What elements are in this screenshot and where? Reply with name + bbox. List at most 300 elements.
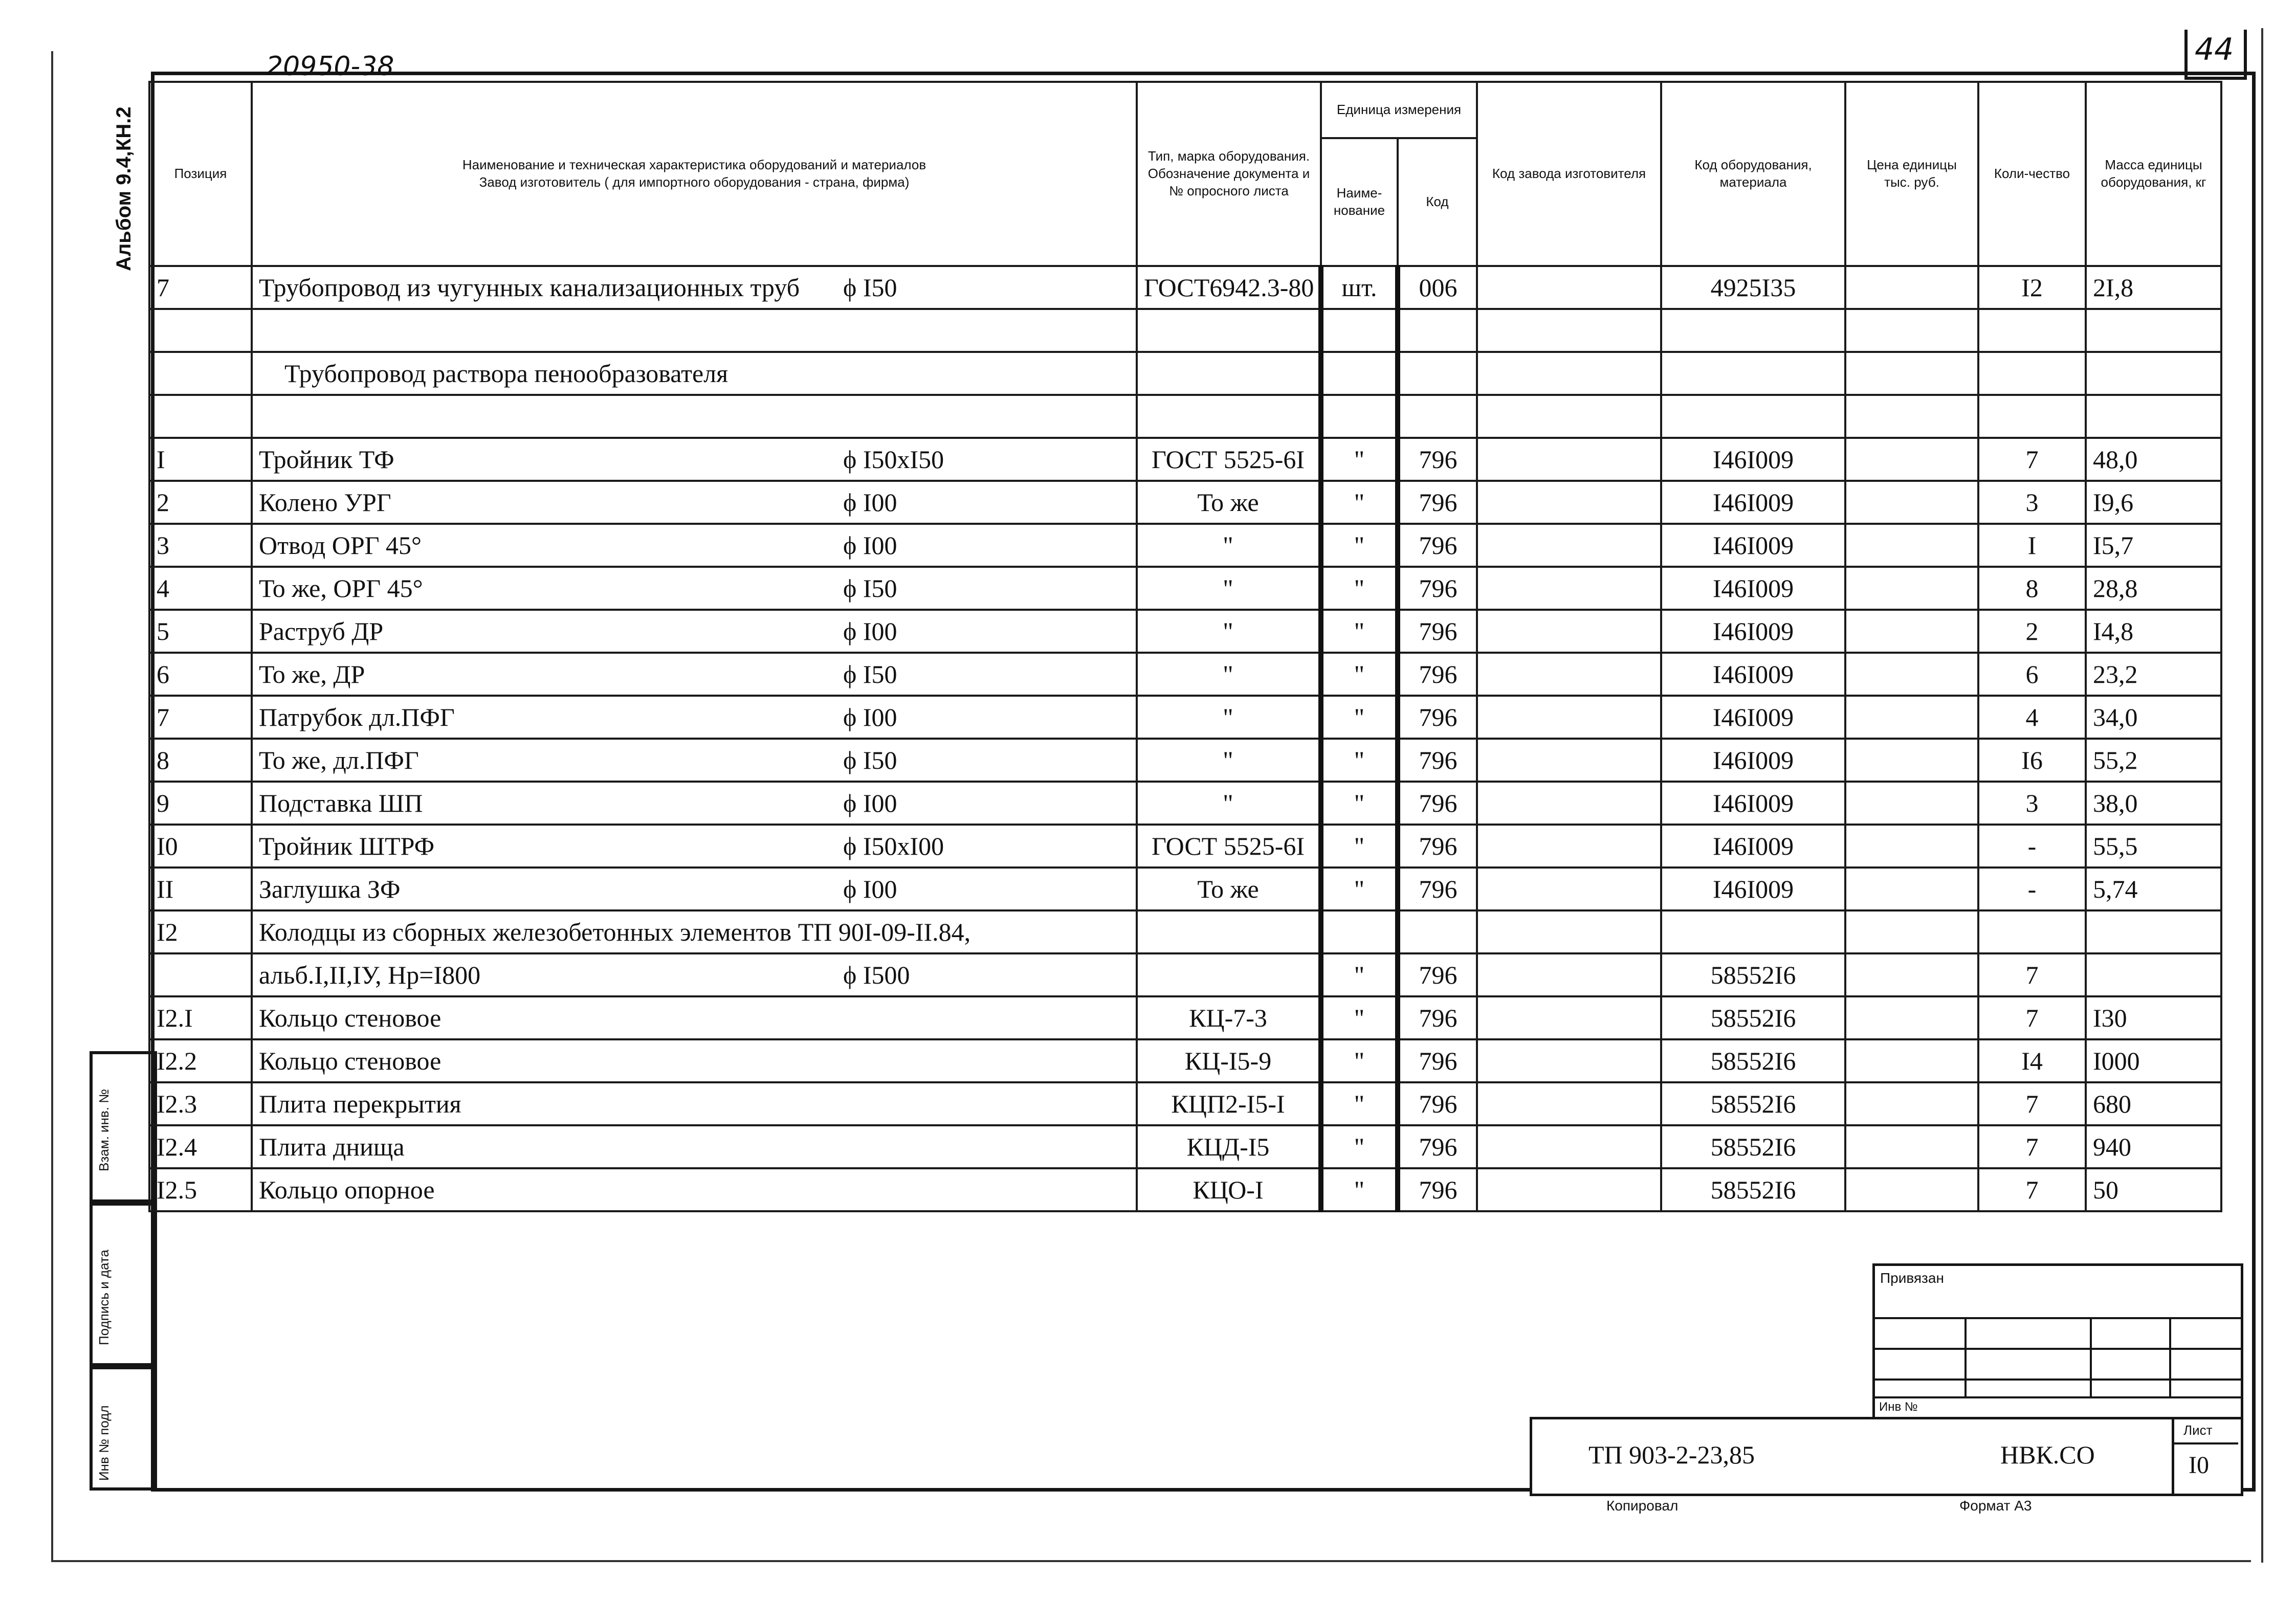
cell-qty: - [1978, 868, 2086, 910]
cell-price [1845, 481, 1978, 524]
item-name: Раструб ДР [259, 617, 384, 646]
page-corner-number: 44 [2195, 32, 2234, 68]
cell-qty: - [1978, 825, 2086, 868]
table-row [149, 610, 2221, 653]
cell-type: КЦ-7-3 [1137, 996, 1321, 1039]
table-row [149, 782, 2221, 825]
cell-mass: 48,0 [2086, 438, 2221, 481]
item-name: Подставка ШП [259, 789, 423, 817]
cell-unit-name [1321, 395, 1398, 438]
cell-type: КЦД-I5 [1137, 1125, 1321, 1168]
cell-unit-code: 796 [1398, 782, 1477, 825]
cell-price [1845, 1168, 1978, 1211]
item-name: То же, ДР [259, 660, 365, 688]
cell-unit-code: 006 [1398, 266, 1477, 309]
item-name: Колодцы из сборных железобетонных элементов ТП 90I-09-II.84, [259, 918, 971, 946]
col-mass: Масса единицы оборудования, кг [2086, 82, 2221, 266]
cell-type: " [1137, 653, 1321, 696]
cell-type: ГОСТ 5525-6I [1137, 825, 1321, 868]
cell-name [252, 481, 1137, 524]
cell-price [1845, 653, 1978, 696]
cell-unit-code [1398, 352, 1477, 395]
cell-unit-code: 796 [1398, 610, 1477, 653]
side-stamp-inv-label: Инв № подл [96, 1405, 112, 1481]
cell-plant-code [1477, 524, 1661, 567]
item-diameter: ϕ I00 [843, 617, 897, 646]
cell-position [149, 953, 252, 996]
cell-plant-code [1477, 266, 1661, 309]
cell-unit-name [1321, 352, 1398, 395]
cell-unit-code: 796 [1398, 567, 1477, 610]
cell-mass: I30 [2086, 996, 2221, 1039]
cell-unit-name: " [1321, 524, 1398, 567]
col-equip-code: Код оборудования, материала [1661, 82, 1845, 266]
cell-name [252, 1125, 1137, 1168]
cell-name [252, 653, 1137, 696]
cell-equip-code: 4925I35 [1661, 266, 1845, 309]
cell-equip-code: I46I009 [1661, 868, 1845, 910]
cell-mass: I000 [2086, 1039, 2221, 1082]
cell-position: 2 [149, 481, 252, 524]
cell-plant-code [1477, 696, 1661, 739]
cell-qty: I4 [1978, 1039, 2086, 1082]
cell-price [1845, 438, 1978, 481]
cell-position: 7 [149, 266, 252, 309]
trim-line-right [2261, 28, 2263, 1563]
cell-name [252, 739, 1137, 782]
item-diameter: ϕ I00 [843, 875, 897, 903]
cell-equip-code: I46I009 [1661, 696, 1845, 739]
cell-plant-code [1477, 481, 1661, 524]
cell-name [252, 524, 1137, 567]
cell-position: I2.3 [149, 1082, 252, 1125]
cell-qty [1978, 395, 2086, 438]
cell-unit-name: " [1321, 739, 1398, 782]
cell-position: 7 [149, 696, 252, 739]
table-row [149, 309, 2221, 352]
cell-mass: 940 [2086, 1125, 2221, 1168]
cell-plant-code [1477, 653, 1661, 696]
cell-mass: I4,8 [2086, 610, 2221, 653]
cell-name [252, 825, 1137, 868]
cell-unit-code: 796 [1398, 653, 1477, 696]
cell-mass: 55,5 [2086, 825, 2221, 868]
cell-price [1845, 782, 1978, 825]
cell-name [252, 910, 1137, 953]
cell-plant-code [1477, 1039, 1661, 1082]
col-price: Цена единицы тыс. руб. [1845, 82, 1978, 266]
cell-mass: 680 [2086, 1082, 2221, 1125]
cell-name [252, 1082, 1137, 1125]
cell-price [1845, 1039, 1978, 1082]
cell-type: КЦО-I [1137, 1168, 1321, 1211]
cell-position: 9 [149, 782, 252, 825]
cell-mass [2086, 309, 2221, 352]
table-row [149, 1168, 2221, 1211]
item-name: Отвод ОРГ 45° [259, 531, 422, 560]
privyazan-grid-col [1964, 1317, 1967, 1396]
cell-unit-code: 796 [1398, 1125, 1477, 1168]
cell-unit-name: " [1321, 868, 1398, 910]
table-row [149, 696, 2221, 739]
cell-price [1845, 610, 1978, 653]
cell-unit-name: " [1321, 782, 1398, 825]
cell-type [1137, 395, 1321, 438]
cell-plant-code [1477, 825, 1661, 868]
cell-unit-name: шт. [1321, 266, 1398, 309]
cell-plant-code [1477, 996, 1661, 1039]
format-label: Формат А3 [1959, 1498, 2032, 1514]
privyazan-grid-line [1875, 1317, 2241, 1319]
cell-name [252, 352, 1137, 395]
item-name: Трубопровод из чугунных канализационных труб [259, 273, 800, 302]
cell-qty: 7 [1978, 996, 2086, 1039]
item-diameter [843, 359, 1130, 388]
cell-name [252, 996, 1137, 1039]
cell-unit-name: " [1321, 696, 1398, 739]
privyazan-grid-line [1875, 1396, 2241, 1398]
cell-plant-code [1477, 739, 1661, 782]
cell-price [1845, 953, 1978, 996]
cell-qty: 3 [1978, 782, 2086, 825]
cell-price [1845, 266, 1978, 309]
cell-unit-code: 796 [1398, 524, 1477, 567]
cell-price [1845, 1125, 1978, 1168]
cell-unit-name: " [1321, 1125, 1398, 1168]
cell-position [149, 309, 252, 352]
cell-price [1845, 352, 1978, 395]
item-name: То же, дл.ПФГ [259, 746, 419, 774]
cell-position: I2.2 [149, 1039, 252, 1082]
item-diameter: ϕ I500 [843, 961, 910, 989]
cell-price [1845, 696, 1978, 739]
cell-plant-code [1477, 567, 1661, 610]
cell-equip-code: 58552I6 [1661, 953, 1845, 996]
privyazan-grid-col [2090, 1317, 2092, 1396]
cell-mass [2086, 953, 2221, 996]
cell-equip-code [1661, 309, 1845, 352]
cell-type: " [1137, 524, 1321, 567]
cell-name [252, 309, 1137, 352]
cell-plant-code [1477, 309, 1661, 352]
cell-plant-code [1477, 1082, 1661, 1125]
cell-qty: 7 [1978, 1082, 2086, 1125]
cell-equip-code: I46I009 [1661, 782, 1845, 825]
cell-unit-name: " [1321, 610, 1398, 653]
cell-position: I2.5 [149, 1168, 252, 1211]
item-diameter [843, 1132, 1130, 1162]
item-name: Тройник ТФ [259, 445, 394, 474]
item-name: Трубопровод раствора пенообразователя [284, 359, 728, 388]
table-row [149, 567, 2221, 610]
item-diameter [843, 1046, 1130, 1076]
cell-position [149, 352, 252, 395]
cell-qty: I [1978, 524, 2086, 567]
sheet-cell [2172, 1419, 2238, 1494]
cell-position: I [149, 438, 252, 481]
cell-price [1845, 1082, 1978, 1125]
table-row [149, 352, 2221, 395]
cell-equip-code: 58552I6 [1661, 1125, 1845, 1168]
cell-position: 8 [149, 739, 252, 782]
cell-equip-code: 58552I6 [1661, 1039, 1845, 1082]
cell-name [252, 438, 1137, 481]
cell-plant-code [1477, 782, 1661, 825]
cell-unit-code: 796 [1398, 868, 1477, 910]
cell-qty [1978, 352, 2086, 395]
cell-position: I2.I [149, 996, 252, 1039]
cell-unit-code: 796 [1398, 953, 1477, 996]
cell-plant-code [1477, 1125, 1661, 1168]
cell-type: " [1137, 567, 1321, 610]
cell-type: То же [1137, 868, 1321, 910]
cell-name [252, 1039, 1137, 1082]
cell-unit-name: " [1321, 653, 1398, 696]
cell-position: 4 [149, 567, 252, 610]
cell-position [149, 395, 252, 438]
cell-position: 3 [149, 524, 252, 567]
cell-position: 6 [149, 653, 252, 696]
cell-plant-code [1477, 395, 1661, 438]
title-block [1530, 1417, 2243, 1496]
table-row [149, 910, 2221, 953]
album-label: Альбом 9.4,КН.2 [113, 106, 135, 271]
item-diameter [843, 1089, 1130, 1119]
table-row [149, 996, 2221, 1039]
item-diameter: ϕ I00 [843, 703, 897, 731]
item-diameter: ϕ I00 [843, 488, 897, 517]
item-name: Заглушка ЗФ [259, 875, 401, 903]
cell-type: ГОСТ6942.3-80 [1137, 266, 1321, 309]
col-name [252, 82, 1137, 266]
cell-equip-code [1661, 395, 1845, 438]
cell-unit-name: " [1321, 481, 1398, 524]
table-row [149, 481, 2221, 524]
sheet-number: I0 [2189, 1452, 2209, 1479]
side-stamp-vzam-label: Взам. инв. № [96, 1088, 112, 1171]
cell-type: " [1137, 696, 1321, 739]
cell-position: I2 [149, 910, 252, 953]
cell-position: 5 [149, 610, 252, 653]
col-unit-group: Единица измерения [1321, 82, 1477, 138]
cell-equip-code: I46I009 [1661, 567, 1845, 610]
cell-qty: 6 [1978, 653, 2086, 696]
item-name: альб.I,II,IУ, Нр=I800 [259, 961, 481, 989]
cell-name [252, 266, 1137, 309]
sheet-divider [2174, 1442, 2238, 1444]
cell-mass: 50 [2086, 1168, 2221, 1211]
cell-unit-code: 796 [1398, 739, 1477, 782]
item-name: Кольцо стеновое [259, 1047, 441, 1075]
cell-unit-code: 796 [1398, 438, 1477, 481]
cell-name [252, 567, 1137, 610]
cell-qty: 7 [1978, 438, 2086, 481]
item-diameter: ϕ I50 [843, 660, 897, 688]
cell-unit-name: " [1321, 567, 1398, 610]
cell-plant-code [1477, 910, 1661, 953]
cell-unit-code: 796 [1398, 996, 1477, 1039]
item-diameter [970, 917, 1130, 947]
cell-name [252, 782, 1137, 825]
cell-qty [1978, 910, 2086, 953]
table-row [149, 825, 2221, 868]
table-row [149, 1125, 2221, 1168]
privyazan-label: Привязан [1880, 1270, 1944, 1286]
cell-equip-code: I46I009 [1661, 610, 1845, 653]
cell-unit-code: 796 [1398, 825, 1477, 868]
cell-type [1137, 352, 1321, 395]
cell-price [1845, 910, 1978, 953]
cell-type: То же [1137, 481, 1321, 524]
cell-mass [2086, 910, 2221, 953]
sheet-label: Лист [2183, 1422, 2213, 1438]
col-type: Тип, марка оборудования. Обозначение документа и № опросного листа [1137, 82, 1321, 266]
cell-qty [1978, 309, 2086, 352]
table-row [149, 653, 2221, 696]
item-diameter: ϕ I50 [843, 746, 897, 774]
cell-name [252, 868, 1137, 910]
cell-type: ГОСТ 5525-6I [1137, 438, 1321, 481]
project-number: ТП 903-2-23,85 [1588, 1440, 1755, 1469]
cell-name [252, 395, 1137, 438]
item-diameter: ϕ I50 [843, 574, 897, 603]
cell-unit-name [1321, 309, 1398, 352]
cell-equip-code: 58552I6 [1661, 996, 1845, 1039]
cell-qty: 7 [1978, 1168, 2086, 1211]
privyazan-block [1872, 1263, 2243, 1422]
cell-qty: 2 [1978, 610, 2086, 653]
cell-unit-name: " [1321, 1039, 1398, 1082]
col-unit-code: Код [1398, 138, 1477, 266]
col-name-title: Наименование и техническая характеристика оборудований и материалов [462, 157, 926, 173]
col-unit-name: Наиме-нование [1321, 138, 1398, 266]
cell-type: " [1137, 739, 1321, 782]
cell-qty: 4 [1978, 696, 2086, 739]
doc-number: 20950-38 [266, 51, 394, 82]
cell-name [252, 610, 1137, 653]
item-name: Плита днища [259, 1132, 405, 1161]
cell-unit-name: " [1321, 1082, 1398, 1125]
cell-unit-name [1321, 910, 1398, 953]
cell-type [1137, 953, 1321, 996]
cell-unit-name: " [1321, 953, 1398, 996]
cell-price [1845, 996, 1978, 1039]
cell-price [1845, 739, 1978, 782]
cell-equip-code: 58552I6 [1661, 1082, 1845, 1125]
trim-line-bottom [51, 1560, 2251, 1562]
cell-plant-code [1477, 953, 1661, 996]
cell-type: " [1137, 610, 1321, 653]
privyazan-grid-line [1875, 1378, 2241, 1381]
cell-type [1137, 910, 1321, 953]
col-plant-code: Код завода изготовителя [1477, 82, 1661, 266]
privyazan-grid-line [1875, 1348, 2241, 1350]
cell-equip-code: I46I009 [1661, 653, 1845, 696]
cell-price [1845, 524, 1978, 567]
cell-equip-code: I46I009 [1661, 739, 1845, 782]
item-name: Плита перекрытия [259, 1089, 461, 1118]
cell-unit-code [1398, 395, 1477, 438]
cell-plant-code [1477, 352, 1661, 395]
cell-name [252, 953, 1137, 996]
cell-mass [2086, 352, 2221, 395]
col-qty: Коли-чество [1978, 82, 2086, 266]
cell-equip-code: I46I009 [1661, 825, 1845, 868]
cell-mass: 55,2 [2086, 739, 2221, 782]
item-diameter: ϕ I00 [843, 789, 897, 817]
cell-unit-name: " [1321, 996, 1398, 1039]
cell-unit-code [1398, 910, 1477, 953]
item-name: Патрубок дл.ПФГ [259, 703, 455, 731]
cell-mass: 38,0 [2086, 782, 2221, 825]
cell-price [1845, 868, 1978, 910]
cell-type [1137, 309, 1321, 352]
item-name: Колено УРГ [259, 488, 391, 517]
table-row [149, 266, 2221, 309]
cell-mass [2086, 395, 2221, 438]
item-diameter: ϕ I00 [843, 531, 897, 560]
cell-position: II [149, 868, 252, 910]
item-diameter [843, 1003, 1130, 1033]
cell-price [1845, 309, 1978, 352]
doc-code: НВК.СО [2000, 1440, 2095, 1469]
cell-position: I0 [149, 825, 252, 868]
cell-qty: I2 [1978, 266, 2086, 309]
col-name-subtitle: Завод изготовитель ( для импортного оборудования - страна, фирма) [479, 174, 910, 190]
col-position: Позиция [149, 82, 252, 266]
cell-unit-code: 796 [1398, 1168, 1477, 1211]
item-name: Тройник ШТРФ [259, 832, 435, 860]
cell-plant-code [1477, 438, 1661, 481]
spec-table [148, 81, 2222, 1212]
cell-type: " [1137, 782, 1321, 825]
cell-unit-code: 796 [1398, 481, 1477, 524]
table-row [149, 1082, 2221, 1125]
cell-price [1845, 567, 1978, 610]
spec-table-body [149, 266, 2221, 1211]
cell-plant-code [1477, 610, 1661, 653]
cell-qty: 7 [1978, 1125, 2086, 1168]
cell-equip-code [1661, 910, 1845, 953]
trim-line-left [51, 51, 53, 1560]
cell-qty: 7 [1978, 953, 2086, 996]
table-row [149, 868, 2221, 910]
item-name: Кольцо опорное [259, 1175, 435, 1204]
item-diameter: ϕ I50хI00 [843, 832, 944, 860]
item-diameter: ϕ I50хI50 [843, 445, 944, 474]
cell-unit-code: 796 [1398, 696, 1477, 739]
cell-plant-code [1477, 868, 1661, 910]
cell-mass: 23,2 [2086, 653, 2221, 696]
cell-qty: I6 [1978, 739, 2086, 782]
copied-label: Копировал [1606, 1498, 1679, 1514]
cell-unit-code [1398, 309, 1477, 352]
item-name: То же, ОРГ 45° [259, 574, 423, 603]
cell-equip-code: I46I009 [1661, 524, 1845, 567]
privyazan-grid-col [2169, 1317, 2171, 1396]
cell-mass: 28,8 [2086, 567, 2221, 610]
cell-unit-code: 796 [1398, 1082, 1477, 1125]
item-diameter: ϕ I50 [843, 273, 897, 302]
cell-position: I2.4 [149, 1125, 252, 1168]
cell-equip-code: I46I009 [1661, 481, 1845, 524]
table-row [149, 953, 2221, 996]
table-row [149, 395, 2221, 438]
cell-qty: 3 [1978, 481, 2086, 524]
cell-equip-code: I46I009 [1661, 438, 1845, 481]
cell-price [1845, 825, 1978, 868]
cell-plant-code [1477, 1168, 1661, 1211]
